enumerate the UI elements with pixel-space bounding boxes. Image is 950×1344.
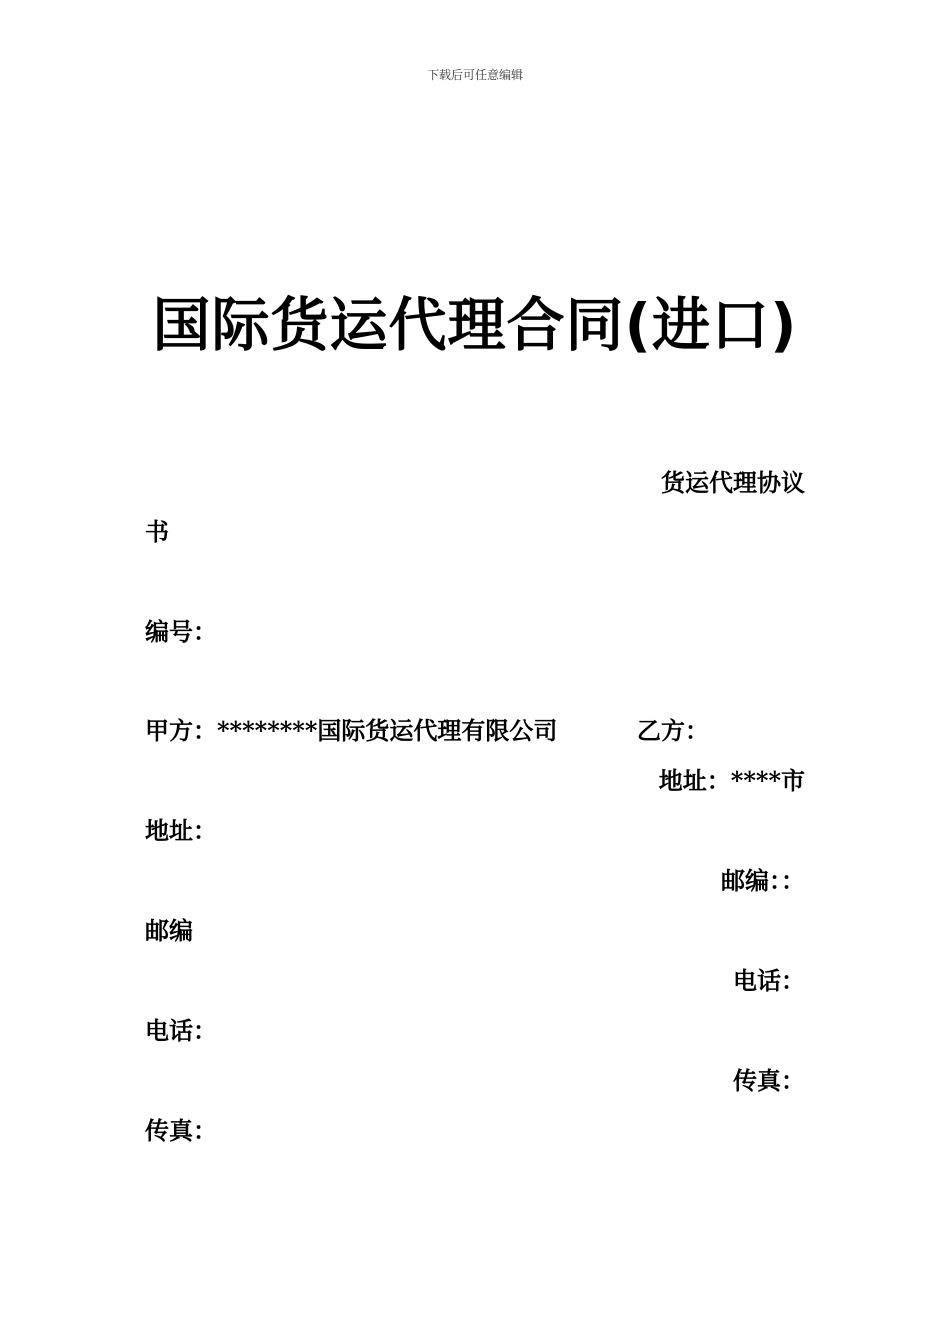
subtitle-line-1: 货运代理协议	[661, 468, 805, 497]
document-title: 国际货运代理合同(进口)	[152, 291, 798, 359]
subtitle-line-2: 书	[145, 517, 169, 546]
party-a-address: 地址：****市	[658, 766, 805, 795]
party-b-label: 乙方：	[637, 716, 709, 745]
party-b-phone: 电话：	[145, 1016, 217, 1045]
party-b-address: 地址：	[145, 816, 217, 845]
header-note: 下载后可任意编辑	[426, 68, 523, 82]
party-b-fax: 传真：	[145, 1116, 217, 1145]
party-a-fax: 传真：	[733, 1066, 805, 1095]
party-a-phone: 电话：	[733, 966, 805, 995]
party-b-postcode: 邮编	[145, 916, 193, 945]
party-a-name: 甲方：********国际货运代理有限公司	[145, 716, 558, 745]
contract-number-label: 编号：	[145, 617, 217, 646]
party-a-postcode: 邮编：：	[721, 866, 805, 895]
